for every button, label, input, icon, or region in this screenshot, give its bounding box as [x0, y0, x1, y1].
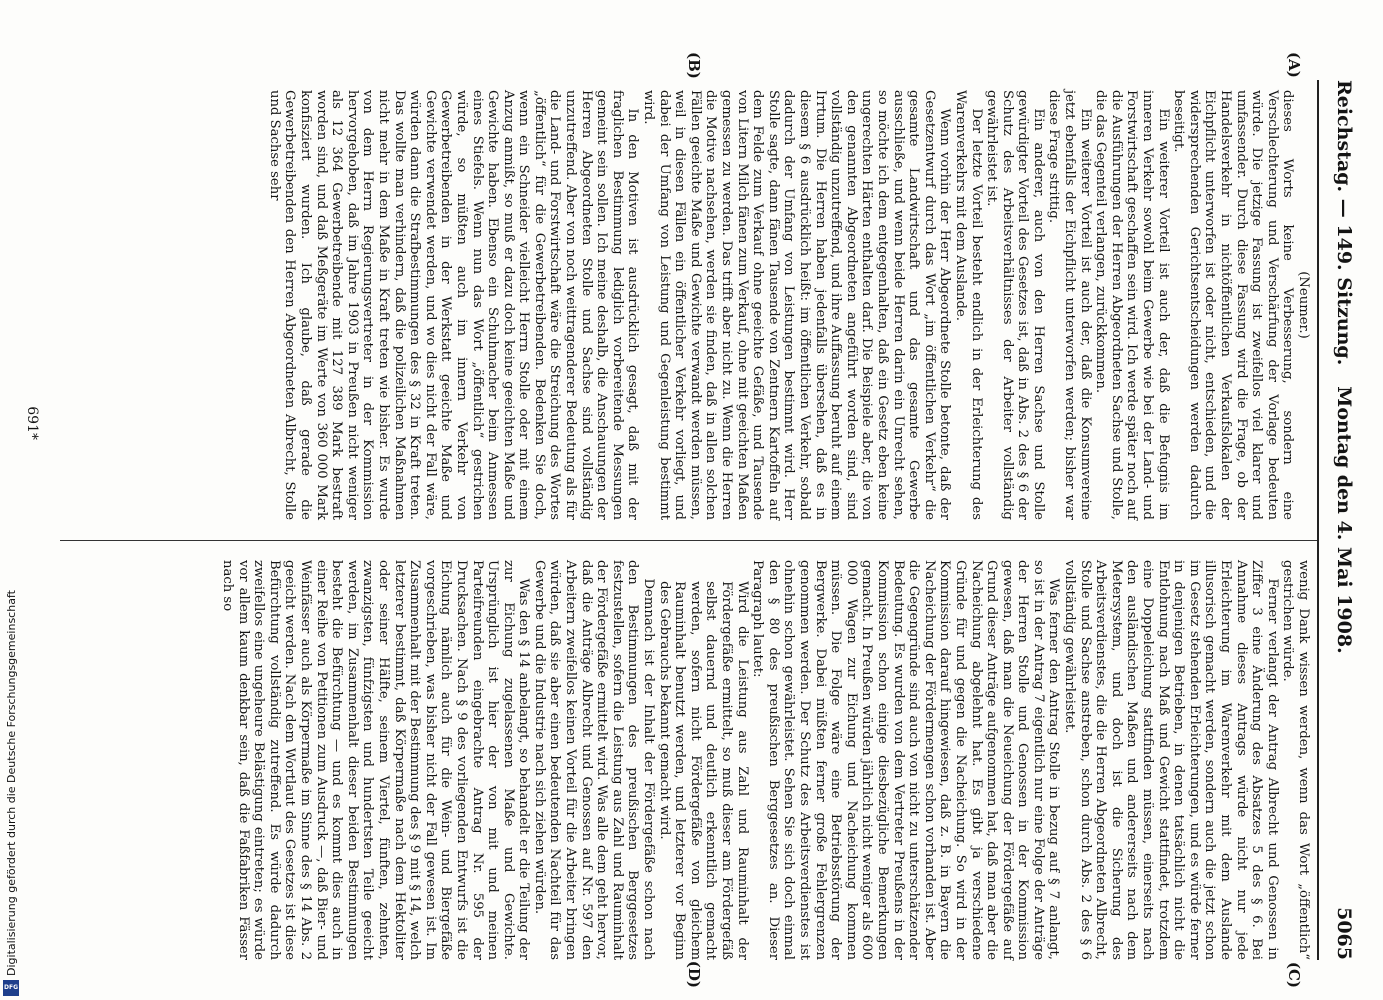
logo-text: DFG [3, 984, 18, 991]
paragraph: Ein weiterer Vorteil ist auch der, daß die Befugnis im inneren Verkehr sowohl beim Gewerbe wie bei der Land- und Forstwirtschaft geschaffen sein wird. Ich werde später noch auf die Ausführungen der Herren Abgeordneten Sachse und Stolle, die das Gegenteil verlangen, zurückkommen. [1093, 90, 1171, 520]
left-column [266, 90, 1311, 520]
paragraph: Ein anderer, auch von den Herren Sachse und Stolle gewürdigter Vorteil des Gesetzes ist, daß in Abs. 2 des § 6 der Schutz des Arbeitsverhältnisses der Arbeiter vollständig gewährleistet ist. [984, 90, 1046, 520]
paragraph: Ein weiterer Vorteil ist auch der, daß die Konsumvereine jetzt ebenfalls der Eichpflicht unterworfen werden; bisher war diese Frage strittig. [1046, 90, 1093, 520]
header-date: Montag den 4. Mai 1908. [1333, 386, 1355, 654]
digitization-credit [0, 0, 24, 1000]
header-page-number: 5065 [1333, 907, 1355, 960]
margin-marker-a: (A) [1285, 52, 1303, 78]
margin-marker-d: (D) [685, 960, 703, 988]
paragraph: Ferner verlangt der Antrag Albrecht und Genossen in Ziffer 3 eine Änderung des Absatzes 5 des § 6. Bei Annahme dieses Antrags würde nicht nur jede Erleichterung im Warenverkehr mit dem Auslande illusorisch gemacht werden, sondern auch die jetzt schon im Gesetz stehenden Erleichterungen, und es würde ferner in denjenigen Betrieben, in denen tatsächlich nicht die Entlohnung nach Maß und Gewicht stattfindet, trotzdem eine Doppeleichung stattfinden müssen, einerseits nach den ausländischen Maßen und andererseits nach dem Metersystem, und doch ist die Sicherung des Arbeitsverdienstes, die die Herren Abgeordneten Albrecht, Stolle und Sachse anstreben, schon durch Abs. 2 des § 6 vollständig gewährleistet. [1062, 560, 1280, 960]
page-header [1323, 80, 1363, 960]
column-divider [60, 540, 1317, 541]
speaker-label: (Neumer.) [1296, 271, 1311, 339]
paragraph: dieses Worts keine Verbesserung, sondern eine Verschlechterung und Verschärfung der Vorlage bedeuten würde. Die jetzige Fassung ist zweifellos viel klarer und umfassender. Durch diese Fassung wird die Frage, ob der Handelsverkehr in nichtöffentlichen Verkaufslokalen der Eichpflicht unterworfen ist oder nicht, entschieden, und die widersprechenden Gerichtsentscheidungen werden dadurch beseitigt. [1171, 90, 1296, 520]
right-column [219, 560, 1311, 960]
credit-text: Digitalisierung gefördert durch die Deutsche Forschungsgemeinschaft [5, 590, 18, 976]
bottom-page-number: 691* [24, 406, 40, 440]
dfg-logo-icon [3, 980, 19, 996]
paragraph: Was den § 14 anbelangt, so behandelt er die Teilung der zur Eichung zugelassenen Maße und Gewichte. Ursprünglich ist hier der von mit und meinen Parteifreunden eingebrachte Antrag Nr. 595 der Drucksachen. Nach § 9 des vorliegenden Entwurfs ist die Eichung nämlich auch für die Wein- und Biergefäße vorgeschrieben, was bisher nicht der Fall gewesen ist. Im Zusammenhalt mit der Bestimmung des § 9 mit § 14, welch letzterer bestimmt, daß Körpermaße nach dem Hektoliter oder seiner Hälfte, seinem Viertel, fünften, zehnten, zwanzigsten, fünfzigsten und hundertsten Teile geeicht werden, im Zusammenhalt dieser beiden Bestimmungen besteht die Befürchtung — und es kommt dies auch in einer Reihe von Petitionen zum Ausdruck —, daß Bier- und Weinfässer auch als Körpermaße im Sinne des § 14 Abs. 2 geeicht werden. Nach dem Wortlaut des Gesetzes ist diese Befürchtung vollständig zutreffend. Es würde dadurch zweifellos eine ungeheure Belästigung eintreten; es würde vor allem kaum denkbar sein, daß die Faßfabriken Fässer nach so [220, 560, 532, 960]
margin-marker-b: (B) [685, 52, 703, 79]
paragraph: Was ferner den Antrag Stolle in bezug auf § 7 anlangt, so ist in der Antrag 7 eigentlich nur eine Folge der Anträge der Herren Stolle und Genossen in der Kommission gewesen, daß man die Neueichung der Fördergefäße auf Grund dieser Anträge aufgenommen hat, daß man aber die Nacheichung abgelehnt hat. Es gibt ja verschiedene Gründe für und gegen die Nacheichung. So wird in der Kommission darauf hingewiesen, daß z. B. in Bayern die Nacheichung der Fördermengen schon vorhanden ist. Aber die Gegengründe sind auch von nicht zu unterschätzender Bedeutung. Es wurden von dem Vertreter Preußens in der Kommission schon einige diesbezügliche Bemerkungen gemacht. In Preußen würden jährlich nicht weniger als 600 000 Wagen zur Eichung und Nacheichung kommen müssen. Die Folge wäre eine Betriebsstörung der Bergwerke. Dabei müßten ferner große Fehlergrenzen genommen werden. Der Schutz des Arbeitsverdienstes ist ohnehin schon gewährleistet. Sehen Sie sich doch einmal den § 80 des preußischen Berggesetzes an. Dieser Paragraph lautet: [750, 560, 1062, 960]
paragraph: Der letzte Vorteil besteht endlich in der Erleichterung des Warenverkehrs mit dem Auslande. [952, 90, 984, 520]
paragraph: Demnach ist der Inhalt der Fördergefäße schon nach den Bestimmungen des preußischen Berggesetzes festzustellen, sofern die Leistung aus Zahl und Rauminhalt der Fördergefäße ermittelt wird. Was alle dem geht hervor, daß die Anträge Albrecht und Genossen auf Nr. 597 den Arbeitern zweifellos keinen Vorteil für die Arbeiter bringen würden, daß sie aber einen bedeutenden Nachteil für das Gewerbe und die Industrie nach sich ziehen würden. [531, 560, 657, 960]
paragraph: Wenn vorhin der Herr Abgeordnete Stolle betonte, daß der Gesetzentwurf durch das Wort „im öffentlichen Verkehr“ die gesamte Landwirtschaft und das gesamte Gewerbe ausschließe, und wenn beide Herren darin ein Unrecht sehen, so möchte ich dem entgegenhalten, daß ein Gesetz eben keine ungerechten Härten enthalten darf. Die Beispiele aber, die von den genannten Abgeordneten angeführt worden sind, sind vollständig unzutreffend, und ihre Auffassung beruht auf einem Irrtum. Die Herren haben jedenfalls übersehen, daß es in diesem § 6 ausdrücklich heißt: im öffentlichen Verkehr, sobald dadurch der Umfang von Leistungen bestimmt wird. Herr Stolle sagte, dann fänen Tausende von Zentnern Kartoffeln auf dem Felde zum Verkauf ohne geeichte Gefäße, und Tausende von Litern Milch fänen zum Verkauf, ohne mit geeichten Maßen gemessen zu werden. Das trifft aber nicht zu. Wenn die Herren die Motive nachsehen, werden sie finden, daß in allen solchen Fällen geeichte Maße und Gewichte verwandt werden müssen, weil in diesen Fällen ein öffentlicher Verkehr vorliegt, und dabei der Umfang von Leistung und Gegenleistung bestimmt wird. [641, 90, 953, 520]
header-rule [1317, 80, 1319, 960]
paragraph: wenig Dank wissen werden, wenn das Wort „öffentlich“ gestrichen würde. [1280, 560, 1311, 960]
paragraph: In den Motiven ist ausdrücklich gesagt, daß mit der fraglichen Bestimmung lediglich vorbereitende Messungen gemeint sein sollen. Ich meine deshalb, die Anschauungen der Herren Abgeordneten Stolle und Sachse sind vollständig unzutreffend. Aber von noch weittragenderer Bedeutung als für die Land- und Forstwirtschaft wäre die Streichung des Wortes „öffentlich“ für die Gewerbetreibenden. Bedenken Sie doch, wenn ein Schneider vielleicht Herrn Stolle oder mit einem Anzug anmißt, so muß er dazu doch keine geeichten Maße und Gewichte haben. Ebenso ein Schuhmacher beim Anmessen eines Stiefels. Wenn nun das Wort „öffentlich“ gestrichen würde, so müßten auch im innern Verkehr von Gewerbetreibenden in der Werkstatt geeichte Maße und Gewichte verwendet werden, und wo dies nicht der Fall wäre, würden dann die Strafbestimmungen des § 32 in Kraft treten. Das wollte man verhindern, daß die polizeilichen Maßnahmen nicht mehr in dem Maße in Kraft treten wie bisher. Es wurde von dem Herrn Regierungsvertreter in der Kommission hervorgehoben, daß im Jahre 1903 in Preußen nicht weniger als 12 364 Gewerbetreibende mit 127 389 Mark bestraft worden sind, und daß Meßgeräte im Werte von 360 000 Mark konfisziert wurden. Ich glaube, daß gerade die Gewerbetreibenden den Herren Abgeordneten Albrecht, Stolle und Sachse sehr [266, 90, 641, 520]
quoted-paragraph: Wird die Leistung aus Zahl und Rauminhalt der Fördergefäße ermittelt, so muß dieser am Fördergefäß selbst dauernd und deutlich erkenntlich gemacht werden, sofern nicht Fördergefäße von gleichem Rauminhalt benutzt werden, und letzterer vor Beginn des Gebrauchs bekannt gemacht wird. [656, 581, 750, 960]
header-session: Reichstag. — 149. Sitzung. [1333, 80, 1355, 366]
margin-marker-c: (C) [1285, 961, 1303, 988]
